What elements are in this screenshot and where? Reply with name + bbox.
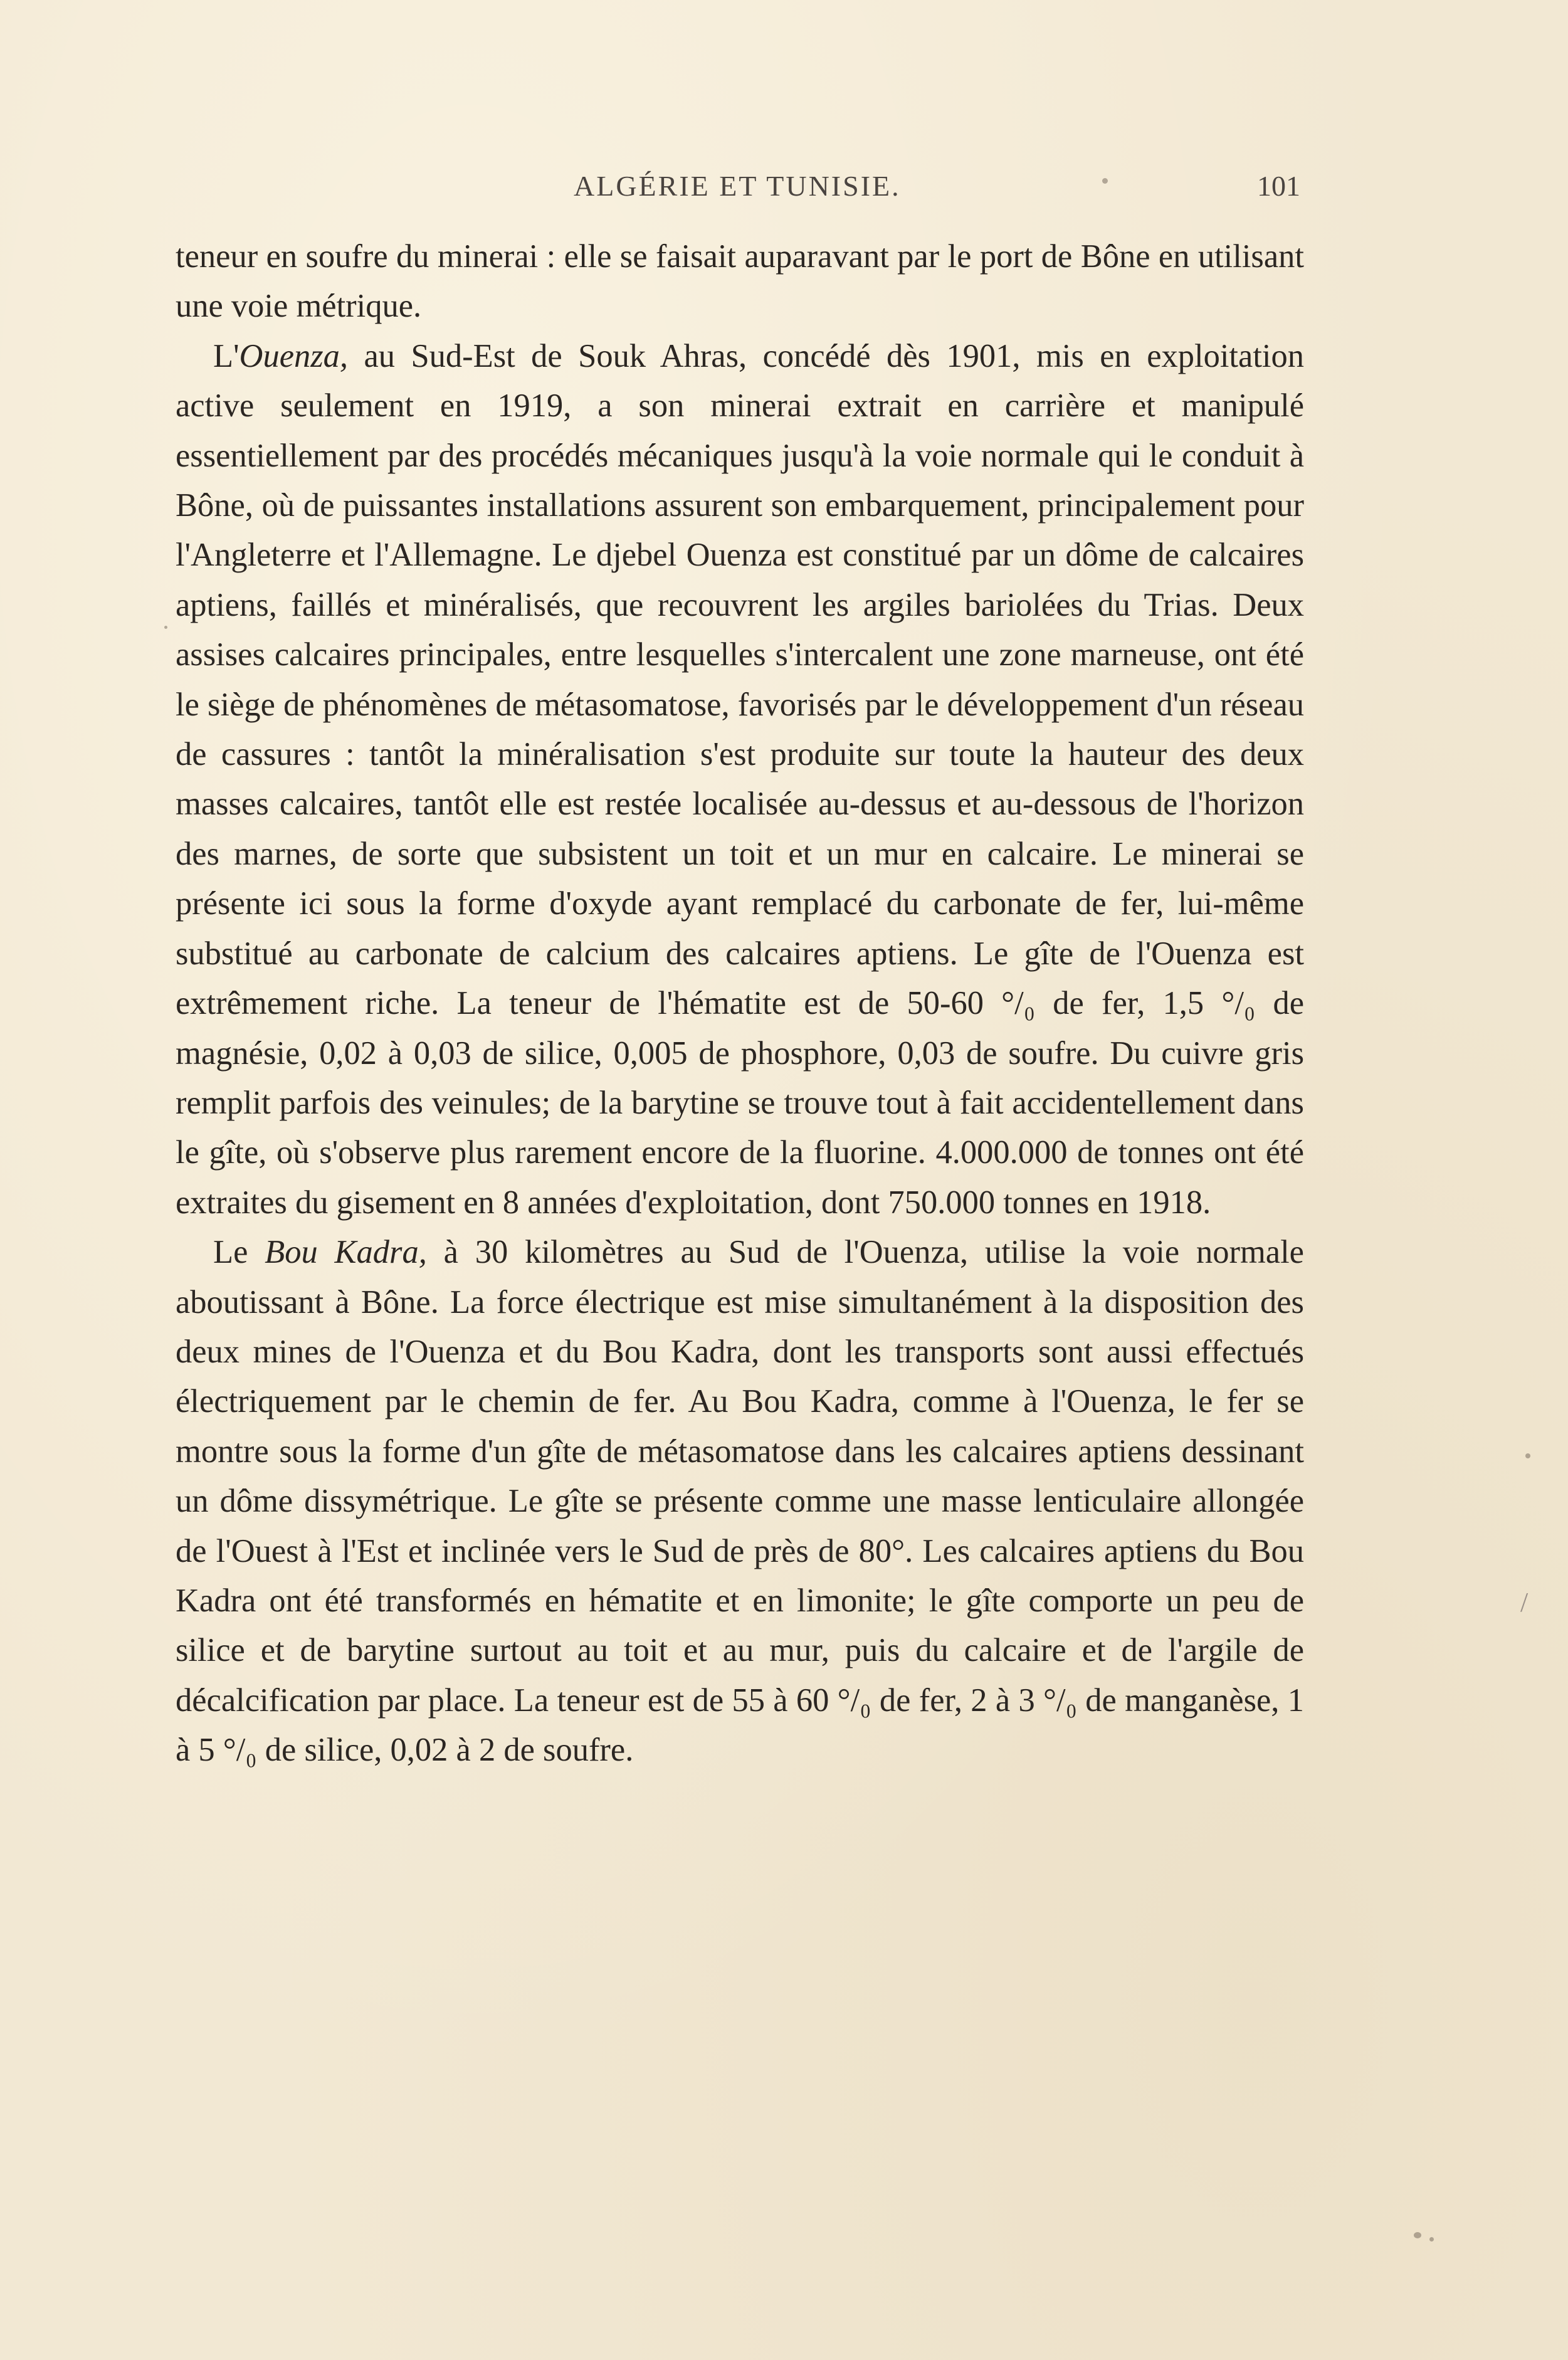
paper-mark: / [1520,1587,1529,1618]
paper-speck [1525,1453,1530,1458]
ouenza-name: Ouenza, [239,337,349,374]
running-head [0,169,1568,213]
paper-speck [164,626,167,629]
paragraph-bou-kadra [176,1228,1304,1775]
page-number: 101 [1257,170,1300,202]
paper-speck [1429,2237,1434,2241]
paragraph-ouenza [176,332,1304,1228]
running-title: ALGÉRIE ET TUNISIE. [574,170,901,202]
paper-speck [1414,2232,1421,2238]
paragraph-bou-kadra-lead: Le [213,1234,265,1271]
paragraph-ouenza-lead: L' [213,337,239,374]
bou-kadra-name: Bou Kadra, [265,1234,427,1271]
body-text [176,232,1304,1776]
paper-speck [1102,178,1108,184]
paragraph-1 [176,232,1304,332]
paragraph-ouenza-text: au Sud-Est de Souk Ahras, concédé dès 1901, mis en exploitation active seulement en 1919, a son minerai extrait en carrière et manipulé essentiellement par des procédés mécaniques jusqu'à la voie normale qui le conduit à Bône, où de puissantes installations assurent son embarquement, principalement pour l'Angleterre et l'Allemagne. Le djebel Ouenza est constitué par un dôme de calcaires aptiens, faillés et minéralisés, que recouvrent les argiles bariolées du Trias. Deux assises calcaires principales, entre lesquelles s'intercalent une zone marneuse, ont été le siège de phénomènes de métasomatose, favorisés par le développement d'un réseau de cassures : tantôt la minéralisation s'est produite sur toute la hauteur des deux masses calcaires, tantôt elle est restée localisée au-dessus et au-dessous de l'horizon des marnes, de sorte que subsistent un toit et un mur en calcaire. Le minerai se présente ici sous la forme d'oxyde ayant remplacé du carbonate de fer, lui-même substitué au carbonate de calcium des calcaires aptiens. Le gîte de l'Ouenza est extrêmement riche. La teneur de l'hématite est de 50-60 °/₀ de fer, 1,5 °/₀ de magnésie, 0,02 à 0,03 de silice, 0,005 de phosphore, 0,03 de soufre. Du cuivre gris remplit parfois des veinules; de la barytine se trouve tout à fait accidentellement dans le gîte, où s'observe plus rarement encore de la fluorine. 4.000.000 de tonnes ont été extraites du gisement en 8 années d'exploitation, dont 750.000 tonnes en 1918. [176,337,1304,1221]
paragraph-bou-kadra-text: à 30 kilomètres au Sud de l'Ouenza, utilise la voie normale aboutissant à Bône. La force électrique est mise simultanément à la disposition des deux mines de l'Ouenza et du Bou Kadra, dont les transports sont aussi effectués électriquement par le chemin de fer. Au Bou Kadra, comme à l'Ouenza, le fer se montre sous la forme d'un gîte de métasomatose dans les calcaires aptiens dessinant un dôme dissymétrique. Le gîte se présente comme une masse lenticulaire allongée de l'Ouest à l'Est et inclinée vers le Sud de près de 80°. Les calcaires aptiens du Bou Kadra ont été transformés en hématite et en limonite; le gîte comporte un peu de silice et de barytine surtout au toit et au mur, puis du calcaire et de l'argile de décalcification par place. La teneur est de 55 à 60 °/₀ de fer, 2 à 3 °/₀ de manganèse, 1 à 5 °/₀ de silice, 0,02 à 2 de soufre. [176,1234,1304,1769]
paragraph-1-text: teneur en soufre du minerai : elle se faisait auparavant par le port de Bône en utilisant une voie métrique. [176,238,1304,325]
